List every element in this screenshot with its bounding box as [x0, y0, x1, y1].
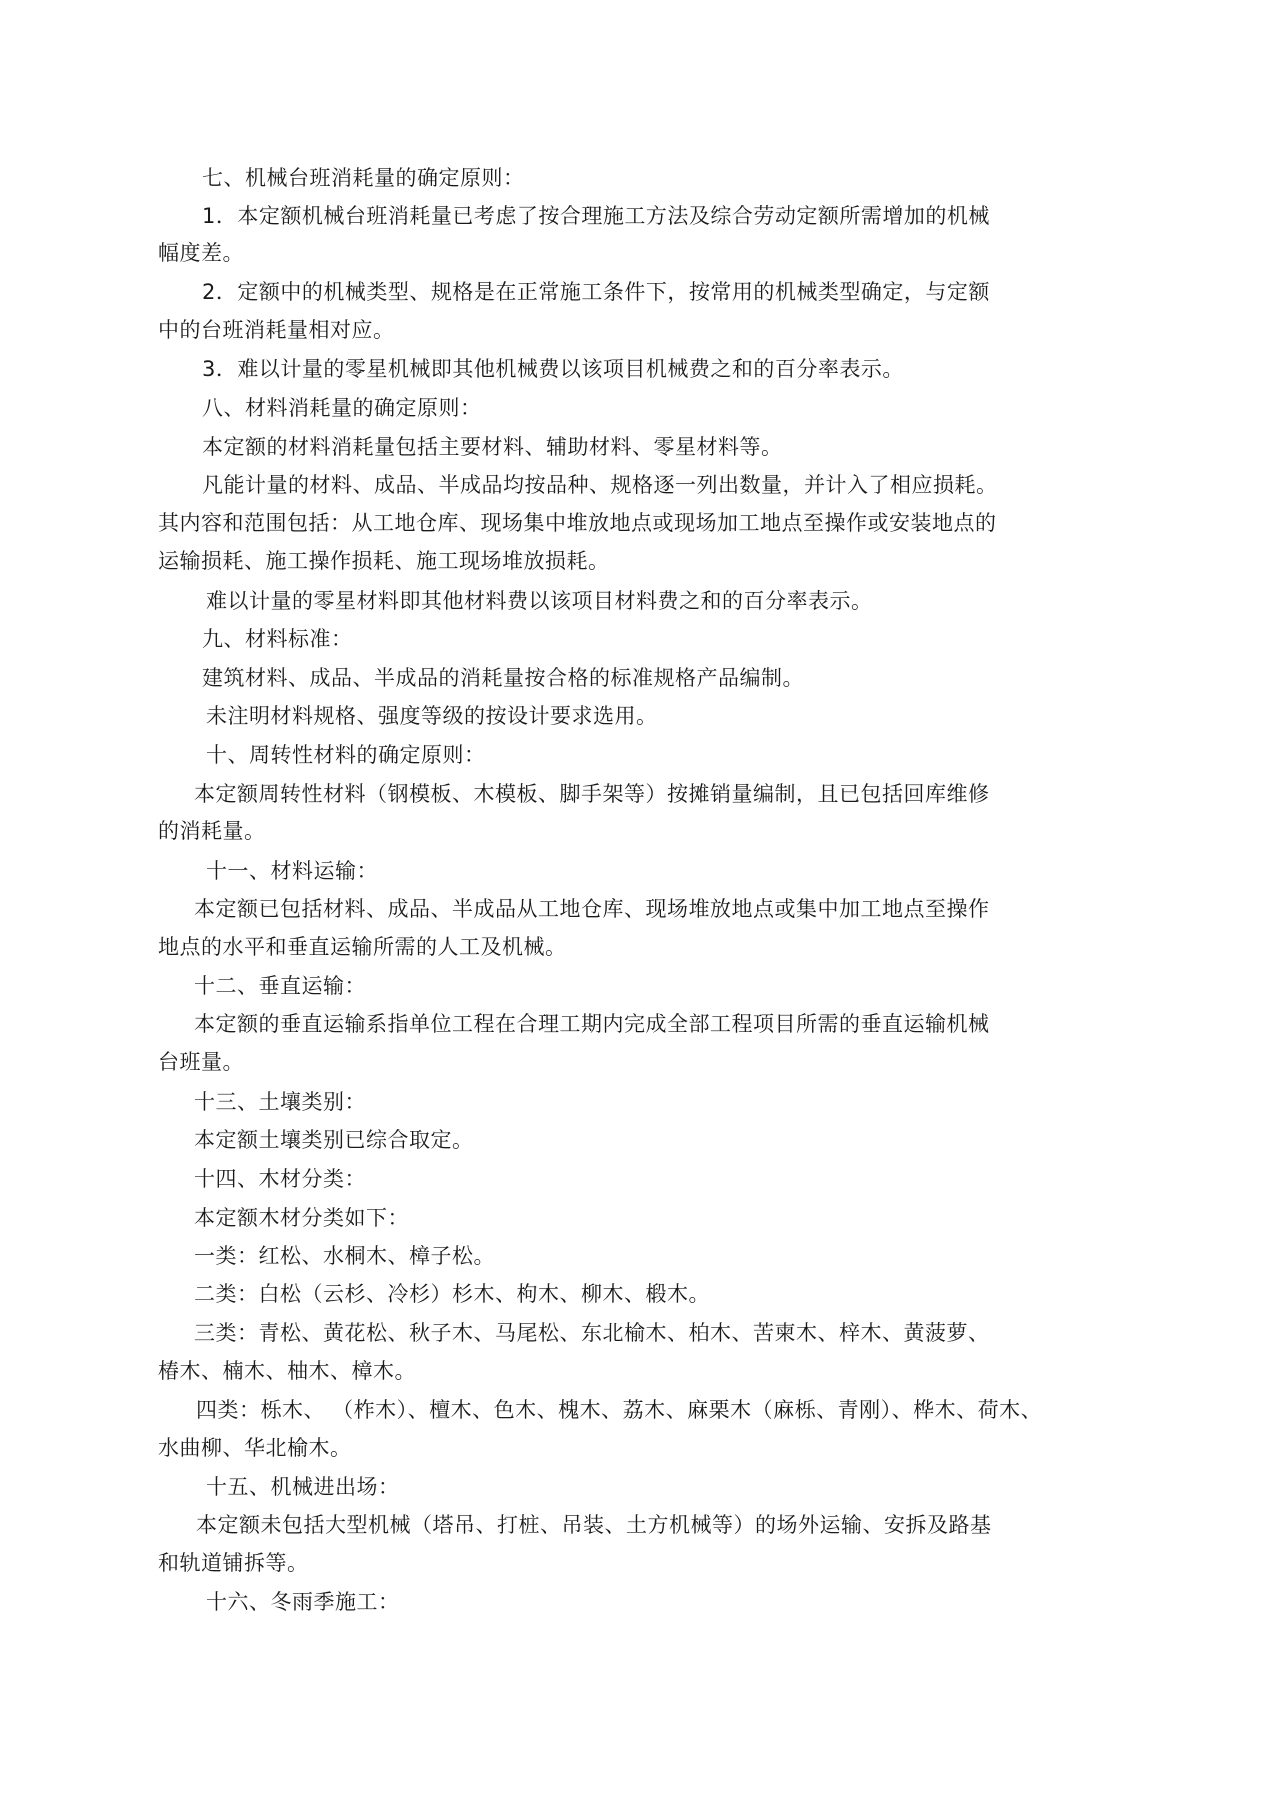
text-line: 本定额已包括材料、成品、半成品从工地仓库、现场堆放地点或集中加工地点至操作 — [194, 897, 990, 921]
text-line: 本定额土壤类别已综合取定。 — [194, 1128, 474, 1152]
text-line: 运输损耗、施工操作损耗、施工现场堆放损耗。 — [158, 549, 610, 573]
text-line: 凡能计量的材料、成品、半成品均按品种、规格逐一列出数量，并计入了相应损耗。 — [202, 473, 998, 497]
text-line: 椿木、楠木、柚木、樟木。 — [158, 1359, 416, 1383]
text-line: 2．定额中的机械类型、规格是在正常施工条件下，按常用的机械类型确定，与定额 — [202, 280, 990, 304]
text-line: 地点的水平和垂直运输所需的人工及机械。 — [158, 935, 567, 959]
text-line: 难以计量的零星材料即其他材料费以该项目材料费之和的百分率表示。 — [206, 589, 873, 613]
text-line: 一类：红松、水桐木、樟子松。 — [194, 1244, 495, 1268]
text-line: 中的台班消耗量相对应。 — [158, 318, 395, 342]
text-line: 二类：白松（云杉、冷杉）杉木、枸木、柳木、椴木。 — [194, 1282, 710, 1306]
text-line: 台班量。 — [158, 1050, 244, 1074]
text-line: 九、材料标准： — [202, 627, 353, 651]
text-line: 未注明材料规格、强度等级的按设计要求选用。 — [206, 704, 658, 728]
text-line: 的消耗量。 — [158, 819, 266, 843]
text-line: 十五、机械进出场： — [206, 1475, 400, 1499]
text-line: 本定额的垂直运输系指单位工程在合理工期内完成全部工程项目所需的垂直运输机械 — [194, 1012, 990, 1036]
text-line: 三类：青松、黄花松、秋子木、马尾松、东北榆木、柏木、苦柬木、梓木、黄菠萝、 — [194, 1321, 990, 1345]
text-line: 本定额未包括大型机械（塔吊、打桩、吊装、土方机械等）的场外运输、安拆及路基 — [196, 1513, 992, 1537]
text-line: 十四、木材分类： — [194, 1167, 366, 1191]
text-line: 十二、垂直运输： — [194, 974, 366, 998]
text-line: 十六、冬雨季施工： — [206, 1590, 400, 1614]
text-line: 3．难以计量的零星机械即其他机械费以该项目机械费之和的百分率表示。 — [202, 357, 904, 381]
text-line: 十、周转性材料的确定原则： — [206, 743, 486, 767]
text-line: 水曲柳、华北榆木。 — [158, 1436, 352, 1460]
text-line: 四类：栎木、 （柞木）、檀木、色木、槐木、荔木、麻栗木（麻栎、青刚）、桦木、荷木、 — [196, 1398, 1043, 1422]
text-line: 本定额木材分类如下： — [194, 1206, 409, 1230]
text-line: 十一、材料运输： — [206, 859, 378, 883]
text-line: 1．本定额机械台班消耗量已考虑了按合理施工方法及综合劳动定额所需增加的机械 — [202, 204, 990, 228]
text-line: 八、材料消耗量的确定原则： — [202, 396, 482, 420]
text-line: 幅度差。 — [158, 241, 244, 265]
text-line: 本定额的材料消耗量包括主要材料、辅助材料、零星材料等。 — [202, 435, 783, 459]
text-line: 本定额周转性材料（钢模板、木模板、脚手架等）按摊销量编制，且已包括回库维修 — [194, 782, 990, 806]
text-line: 七、机械台班消耗量的确定原则： — [202, 166, 525, 190]
text-line: 其内容和范围包括：从工地仓库、现场集中堆放地点或现场加工地点至操作或安装地点的 — [158, 511, 997, 535]
text-line: 十三、土壤类别： — [194, 1090, 366, 1114]
text-line: 建筑材料、成品、半成品的消耗量按合格的标准规格产品编制。 — [202, 666, 804, 690]
text-line: 和轨道铺拆等。 — [158, 1551, 309, 1575]
